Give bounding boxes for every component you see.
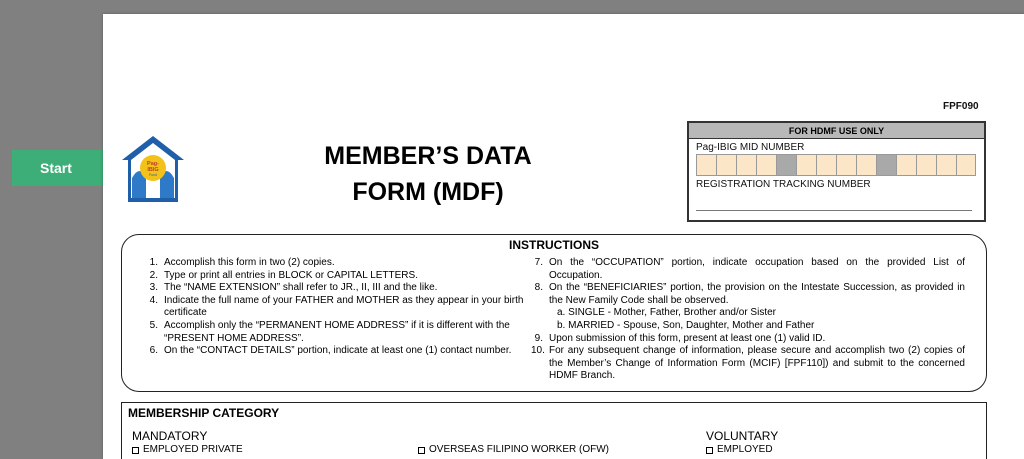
logo-text-2: IBIG xyxy=(147,167,159,173)
instruction-item xyxy=(146,257,526,270)
instructions-right-column xyxy=(531,257,965,383)
instruction-text: On the “BENEFICIARIES” portion, the provision on the Intestate Succession, as provided in the New Family Code shall be observed. xyxy=(549,282,965,306)
option-label: EMPLOYED xyxy=(717,444,773,455)
checkbox[interactable] xyxy=(706,447,713,454)
mid-digit-cell[interactable] xyxy=(816,154,836,176)
mid-digit-cell[interactable] xyxy=(716,154,736,176)
ofw-option[interactable] xyxy=(418,444,609,456)
mid-digit-cell[interactable] xyxy=(936,154,956,176)
mid-separator-cell xyxy=(876,154,896,176)
mid-digit-cell[interactable] xyxy=(896,154,916,176)
mid-digit-cell[interactable] xyxy=(756,154,776,176)
instruction-text: a. SINGLE - Mother, Father, Brother and/or Sister xyxy=(557,307,776,319)
membership-category-title: MEMBERSHIP CATEGORY xyxy=(128,406,280,420)
instruction-number: 10. xyxy=(531,345,545,357)
registration-tracking-line xyxy=(696,210,972,211)
instruction-item xyxy=(146,345,526,358)
instruction-number: 2. xyxy=(149,269,158,281)
mid-digit-cell[interactable] xyxy=(916,154,936,176)
instruction-number: 3. xyxy=(149,282,158,294)
instruction-number: 4. xyxy=(149,294,158,306)
option-label: EMPLOYED PRIVATE xyxy=(143,444,243,455)
mid-digit-cell[interactable] xyxy=(856,154,876,176)
mid-separator-cell xyxy=(776,154,796,176)
instruction-text: On the “OCCUPATION” portion, indicate occupation based on the provided List of Occupation. xyxy=(549,257,965,281)
instruction-text: For any subsequent change of information, please secure and accomplish two (2) copies of the Member’s Change of Information Form (MCIF) [FPF110]) and submit to the concerned HDMF Branch. xyxy=(549,345,965,382)
mid-number-label: Pag-IBIG MID NUMBER xyxy=(696,142,805,153)
instruction-item xyxy=(146,282,526,295)
mid-digit-cell[interactable] xyxy=(956,154,976,176)
voluntary-heading: VOLUNTARY xyxy=(706,429,779,443)
mid-digit-cell[interactable] xyxy=(796,154,816,176)
start-label: Start xyxy=(40,160,72,176)
mandatory-heading: MANDATORY xyxy=(132,429,208,443)
instruction-item xyxy=(531,345,965,383)
pag-ibig-logo xyxy=(120,134,186,204)
instruction-text: Type or print all entries in BLOCK or CAPITAL LETTERS. xyxy=(164,269,418,281)
checkbox[interactable] xyxy=(418,447,425,454)
mid-digit-cell[interactable] xyxy=(836,154,856,176)
logo-text-3: Fund xyxy=(149,173,157,177)
instruction-text: Accomplish only the “PERMANENT HOME ADDRESS” if it is different with the “PRESENT HOME ADDRESS”. xyxy=(164,319,510,344)
instruction-number: 7. xyxy=(534,257,543,268)
instruction-item xyxy=(146,270,526,283)
instruction-item xyxy=(531,282,965,307)
hdmf-header: FOR HDMF USE ONLY xyxy=(689,123,984,139)
instruction-text: On the “CONTACT DETAILS” portion, indicate at least one (1) contact number. xyxy=(164,345,512,357)
instruction-text: Accomplish this form in two (2) copies. xyxy=(164,257,335,268)
title-line-1: MEMBER’S DATA xyxy=(324,142,532,170)
logo-text-1: Pag- xyxy=(147,161,159,167)
checkbox[interactable] xyxy=(132,447,139,454)
hdmf-use-only-box xyxy=(687,121,986,222)
form-code: FPF090 xyxy=(943,101,979,112)
ofw-column xyxy=(418,444,609,456)
instruction-number: 9. xyxy=(534,332,543,344)
instruction-item xyxy=(146,295,526,320)
instruction-item xyxy=(531,307,965,320)
instruction-item xyxy=(531,333,965,346)
mid-number-cells xyxy=(696,154,984,176)
instruction-text: b. MARRIED - Spouse, Son, Daughter, Mother and Father xyxy=(557,319,815,331)
mandatory-column xyxy=(132,429,243,456)
membership-category-section xyxy=(121,402,987,459)
instructions-title: INSTRUCTIONS xyxy=(509,238,599,252)
instruction-number: 5. xyxy=(149,319,158,331)
mid-digit-cell[interactable] xyxy=(736,154,756,176)
start-tag[interactable] xyxy=(12,150,106,186)
registration-tracking-label: REGISTRATION TRACKING NUMBER xyxy=(696,179,871,190)
instruction-text: Upon submission of this form, present at least one (1) valid ID. xyxy=(549,332,826,344)
instruction-item xyxy=(531,320,965,333)
instructions-box xyxy=(121,234,987,392)
title-line-2: FORM (MDF) xyxy=(352,178,504,206)
employed-option[interactable] xyxy=(706,444,778,456)
instruction-item xyxy=(146,320,526,345)
instruction-number: 8. xyxy=(534,282,543,294)
page-title xyxy=(283,138,573,210)
instruction-text: The “NAME EXTENSION” shall refer to JR., II, III and the like. xyxy=(164,282,438,294)
instructions-left-column xyxy=(146,257,526,358)
mid-digit-cell[interactable] xyxy=(696,154,716,176)
option-label: OVERSEAS FILIPINO WORKER (OFW) xyxy=(429,444,610,455)
instruction-number: 1. xyxy=(149,257,158,268)
voluntary-column xyxy=(706,429,778,456)
form-page xyxy=(103,14,1024,459)
instruction-item xyxy=(531,257,965,282)
employed-private-option[interactable] xyxy=(132,444,243,456)
instruction-text: Indicate the full name of your FATHER and MOTHER as they appear in your birth certificate xyxy=(164,294,524,319)
instruction-number: 6. xyxy=(149,345,158,357)
